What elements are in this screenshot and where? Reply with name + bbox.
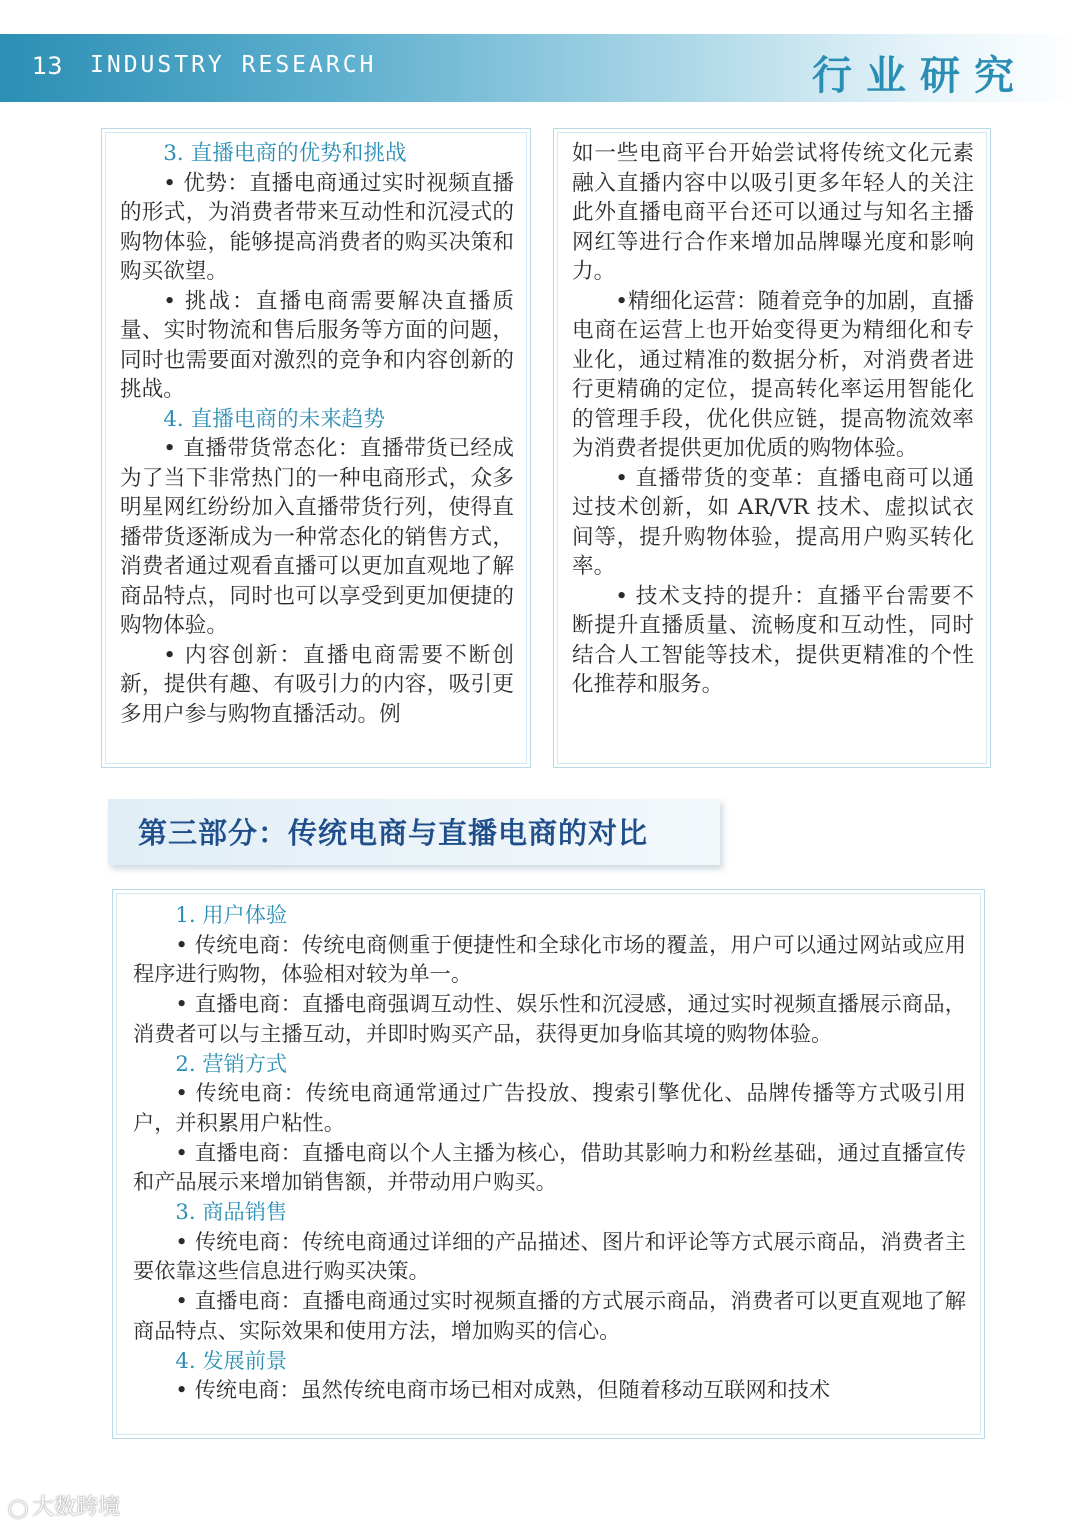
chat-bubble-icon: ◯ — [8, 1498, 29, 1519]
paragraph: • 直播电商：直播电商以个人主播为核心，借助其影响力和粉丝基础，通过直播宣传和产品展示来增加销售额，并带动用户购买。 — [133, 1139, 966, 1195]
paragraph: • 传统电商：传统电商侧重于便捷性和全球化市场的覆盖，用户可以通过网站或应用程序进行购物，体验相对较为单一。 — [133, 931, 966, 987]
comparison-box — [112, 889, 985, 1439]
section-heading: 4. 直播电商的未来趋势 — [163, 406, 385, 432]
section-title-cn: 行业研究 — [812, 53, 1028, 99]
left-column-content — [120, 139, 514, 729]
paragraph: • 直播带货常态化：直播带货已经成为了当下非常热门的一种电商形式，众多明星网红纷纷加入直播带货行列，使得直播带货逐渐成为一种常态化的销售方式，消费者通过观看直播可以更加直观地了解商品特点，同时也可以享受到更加便捷的购物体验。 — [120, 436, 514, 638]
paragraph: • 传统电商：传统电商通常通过广告投放、搜索引擎优化、品牌传播等方式吸引用户，并积累用户粘性。 — [133, 1080, 966, 1135]
watermark-text: 大数跨境 — [32, 1495, 121, 1520]
paragraph: • 内容创新：直播电商需要不断创新，提供有趣、有吸引力的内容，吸引更多用户参与购物直播活动。例 — [120, 642, 514, 727]
paragraph: • 直播电商：直播电商强调互动性、娱乐性和沉浸感，通过实时视频直播展示商品，消费者可以与主播互动，并即时购买产品，获得更加身临其境的购物体验。 — [133, 991, 966, 1046]
part-title: 第三部分：传统电商与直播电商的对比 — [138, 816, 649, 850]
paragraph: •精细化运营：随着竞争的加剧，直播电商在运营上也开始变得更为精细化和专业化，通过精准的数据分析，对消费者进行更精确的定位，提高转化率运用智能化的管理手段，优化供应链，提高物流效率为消费者提供更加优质的购物体验。 — [572, 288, 974, 461]
section-heading: 3. 商品销售 — [175, 1199, 288, 1225]
right-column-box — [553, 128, 991, 768]
paragraph: • 传统电商：传统电商通过详细的产品描述、图片和评论等方式展示商品，消费者主要依靠这些信息进行购买决策。 — [133, 1228, 966, 1284]
section-heading: 3. 直播电商的优势和挑战 — [163, 141, 407, 166]
paragraph: 如一些电商平台开始尝试将传统文化元素融入直播内容中以吸引更多年轻人的关注此外直播电商平台还可以通过与知名主播网红等进行合作来增加品牌曝光度和影响力。 — [572, 141, 974, 284]
paragraph: • 优势：直播电商通过实时视频直播的形式，为消费者带来互动性和沉浸式的购物体验，能够提高消费者的购买决策和购买欲望。 — [120, 170, 514, 284]
section-heading: 4. 发展前景 — [175, 1347, 288, 1373]
section-title-en: INDUSTRY RESEARCH — [90, 52, 377, 78]
comparison-content — [133, 900, 966, 1405]
section-heading: 2. 营销方式 — [175, 1050, 288, 1076]
paragraph: • 挑战：直播电商需要解决直播质量、实时物流和售后服务等方面的问题，同时也需要面对激烈的竞争和内容创新的挑战。 — [120, 288, 514, 402]
paragraph: • 技术支持的提升：直播平台需要不断提升直播质量、流畅度和互动性，同时结合人工智能等技术，提供更精准的个性化推荐和服务。 — [572, 583, 974, 697]
paragraph: • 直播电商：直播电商通过实时视频直播的方式展示商品，消费者可以更直观地了解商品特点、实际效果和使用方法，增加购买的信心。 — [133, 1288, 966, 1343]
section-heading: 1. 用户体验 — [175, 902, 288, 927]
paragraph: • 直播带货的变革：直播电商可以通过技术创新，如 AR/VR 技术、虚拟试衣间等，提升购物体验，提高用户购买转化率。 — [572, 465, 974, 579]
watermark — [8, 1490, 120, 1521]
page-number: 13 — [32, 52, 63, 80]
part-title-banner — [108, 799, 720, 865]
right-column-content — [572, 139, 974, 700]
paragraph: • 传统电商：虽然传统电商市场已相对成熟，但随着移动互联网和技术 — [175, 1377, 831, 1403]
left-column-box — [101, 128, 531, 768]
